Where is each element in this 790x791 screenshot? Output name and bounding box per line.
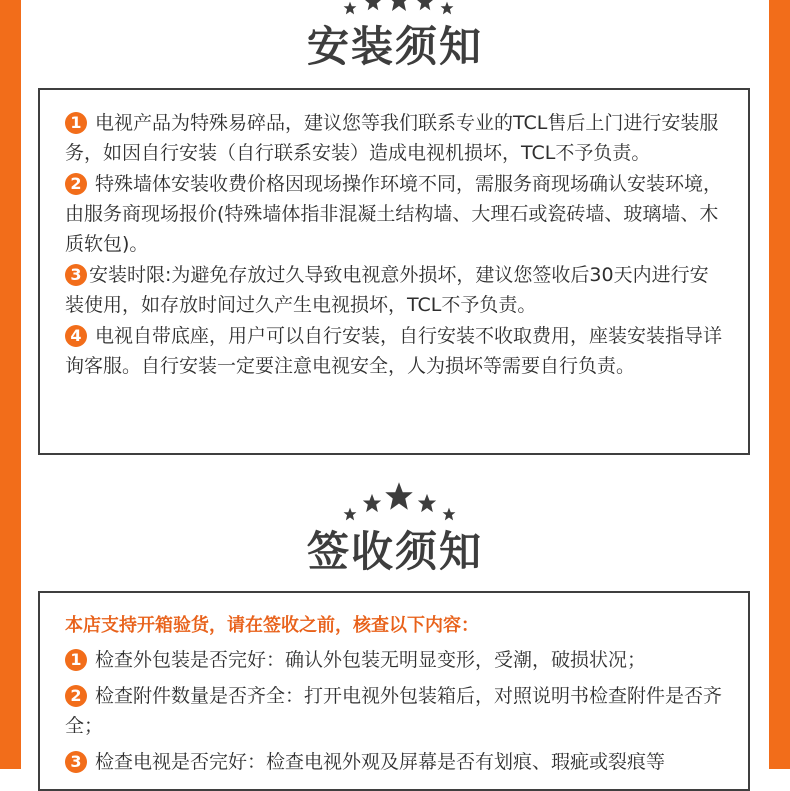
right-orange-border xyxy=(769,0,790,769)
receive-item-text: 检查电视是否完好：检查电视外观及屏幕是否有划痕、瑕疵或裂痕等 xyxy=(95,751,666,773)
install-item-text: 特殊墙体安装收费价格因现场操作环境不同，需服务商现场确认安装环境，由服务商现场报价(特殊墙体指非混凝土结构墙、大理石或瓷砖墙、玻璃墙、木质软包)。 xyxy=(65,173,723,255)
star-icon xyxy=(364,0,382,11)
star-icon xyxy=(362,493,382,513)
install-item xyxy=(65,108,726,168)
receive-item-text: 检查附件数量是否齐全：打开电视外包装箱后，对照说明书检查附件是否齐全； xyxy=(65,685,723,737)
install-item xyxy=(65,169,726,259)
number-badge: 1 xyxy=(65,112,87,134)
install-title: 安装须知 xyxy=(306,22,483,71)
star-icon xyxy=(343,1,357,15)
left-orange-border xyxy=(0,0,21,769)
star-icon xyxy=(440,1,454,15)
star-icon xyxy=(387,0,411,12)
star-icon xyxy=(384,481,414,511)
install-item-text: 电视自带底座，用户可以自行安装，自行安装不收取费用，座装安装指导详询客服。自行安装一定要注意电视安全，人为损坏等需要自行负责。 xyxy=(65,325,723,377)
number-badge: 2 xyxy=(65,173,87,195)
install-item xyxy=(65,260,726,320)
number-badge: 3 xyxy=(65,264,87,286)
install-item xyxy=(65,321,726,381)
receive-notice-box xyxy=(38,591,750,791)
install-notice-box xyxy=(38,88,750,455)
number-badge: 4 xyxy=(65,325,87,347)
star-icon xyxy=(416,0,434,11)
install-item-text: 电视产品为特殊易碎品，建议您等我们联系专业的TCL售后上门进行安装服务，如因自行安装（自行联系安装）造成电视机损坏，TCL不予负责。 xyxy=(65,112,719,164)
star-icon xyxy=(343,507,357,521)
receive-stars-decoration xyxy=(21,478,769,518)
install-item-text: 安装时限:为避免存放过久导致电视意外损坏，建议您签收后30天内进行安装使用，如存放时间过久产生电视损坏，TCL不予负责。 xyxy=(65,264,709,316)
number-badge: 2 xyxy=(65,685,87,707)
star-icon xyxy=(442,507,456,521)
number-badge: 3 xyxy=(65,751,87,773)
receive-title: 签收须知 xyxy=(306,527,483,576)
star-icon xyxy=(417,493,437,513)
receive-item xyxy=(65,645,726,675)
receive-item xyxy=(65,681,726,741)
receive-item xyxy=(65,747,726,777)
number-badge: 1 xyxy=(65,649,87,671)
receive-item-text: 检查外包装是否完好：确认外包装无明显变形，受潮，破损状况； xyxy=(95,649,647,671)
notice-page xyxy=(21,0,769,773)
receive-intro: 本店支持开箱验货，请在签收之前，核查以下内容： xyxy=(65,615,479,636)
